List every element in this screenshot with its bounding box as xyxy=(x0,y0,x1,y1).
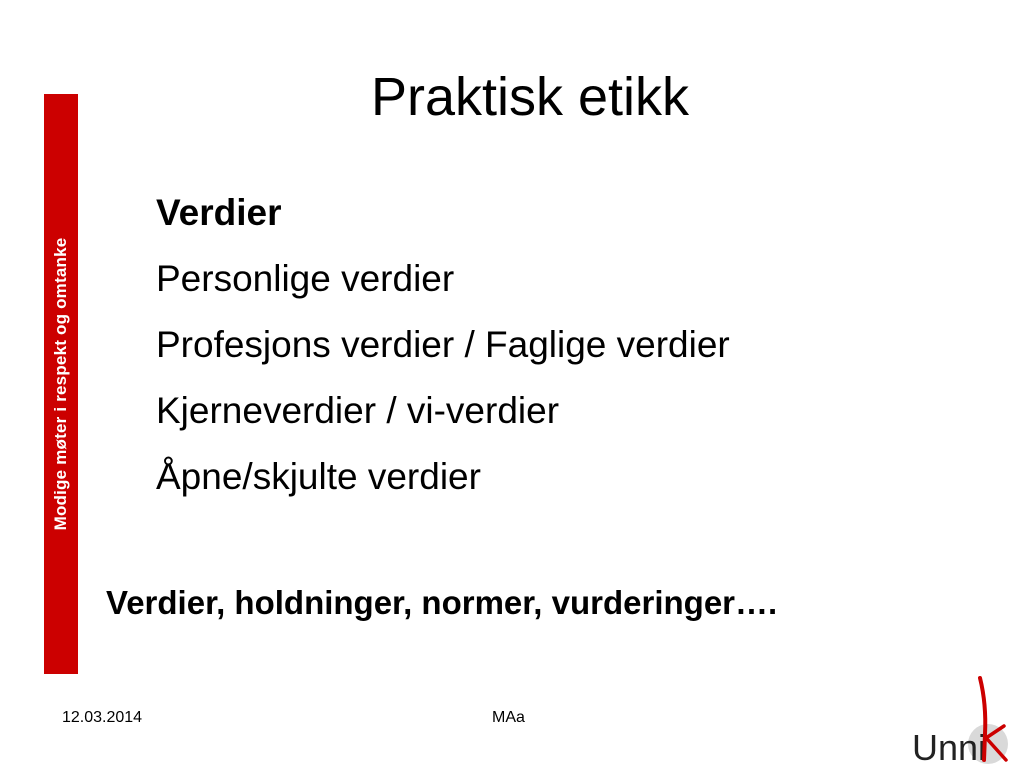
values-list xyxy=(156,256,730,520)
footer-date: 12.03.2014 xyxy=(62,709,143,726)
summary-line: Verdier, holdninger, normer, vurderinger…. xyxy=(106,584,778,621)
unnik-logo xyxy=(908,674,1018,766)
section-heading: Verdier xyxy=(156,192,282,233)
slide-title: Praktisk etikk xyxy=(370,67,690,127)
side-bar-slogan: Modige møter i respekt og omtanke xyxy=(51,237,70,531)
side-bar xyxy=(44,94,78,674)
list-item: Profesjons verdier / Faglige verdier xyxy=(156,324,730,365)
list-item: Åpne/skjulte verdier xyxy=(156,456,481,497)
list-item: Personlige verdier xyxy=(156,258,455,299)
logo-wordmark: Unni xyxy=(912,727,987,766)
footer-author: MAa xyxy=(492,709,525,726)
list-item: Kjerneverdier / vi-verdier xyxy=(156,390,560,431)
